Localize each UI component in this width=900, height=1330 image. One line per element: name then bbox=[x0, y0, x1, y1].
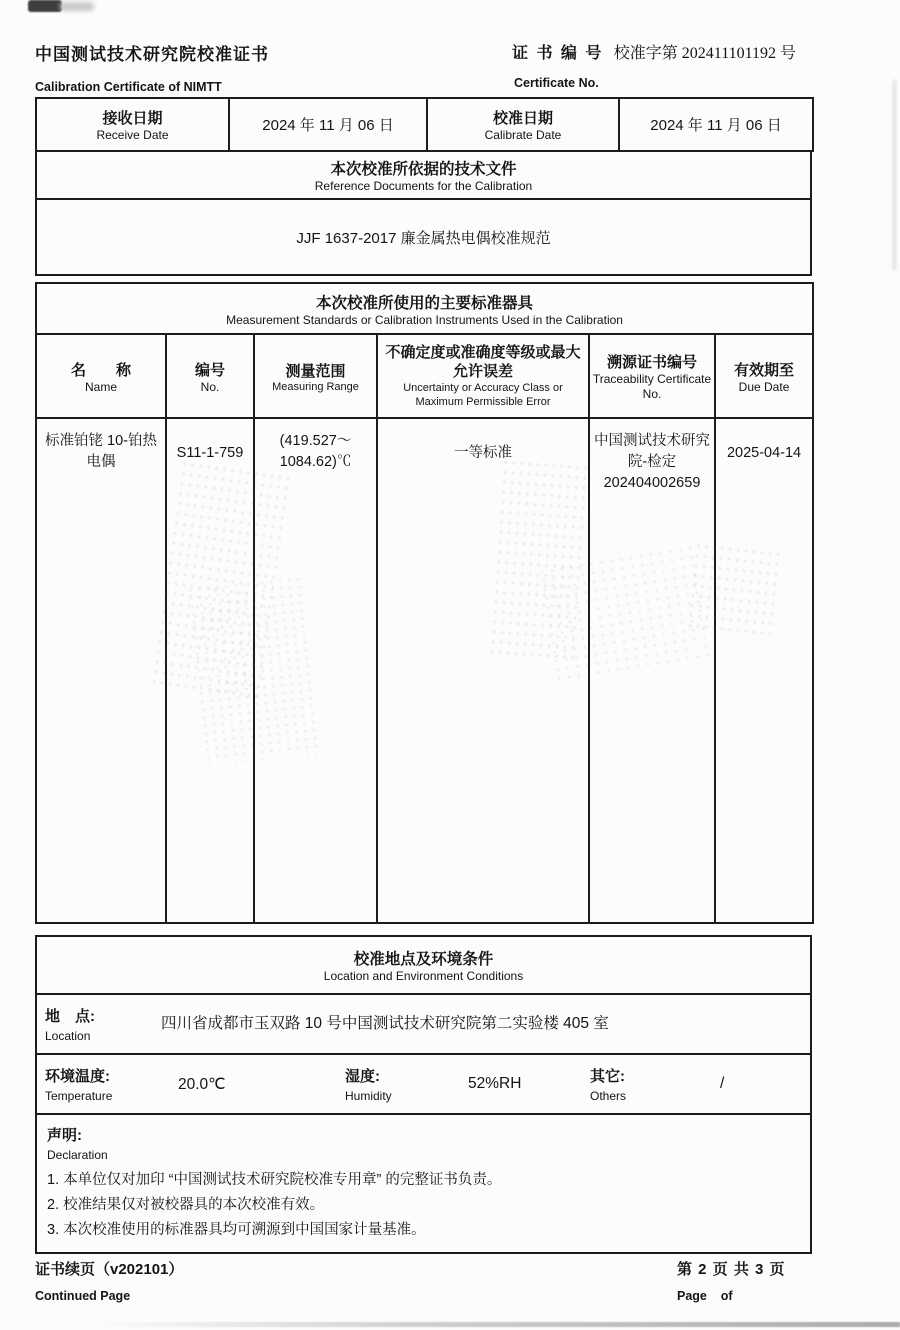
location-value: 四川省成都市玉双路 10 号中国测试技术研究院第二实验楼 405 室 bbox=[161, 1015, 609, 1032]
instrument-name-cell: 标准铂铑 10-铂热电偶 bbox=[36, 418, 166, 923]
column-header-name-en: Name bbox=[84, 379, 117, 394]
receive-date-label-en: Receive Date bbox=[96, 128, 169, 142]
humidity-label-zh: 湿度: bbox=[345, 1068, 380, 1085]
column-header-uncertainty bbox=[377, 334, 589, 418]
instrument-duedate-cell: 2025-04-14 bbox=[715, 418, 813, 923]
environment-row bbox=[36, 1054, 811, 1114]
others-label-zh: 其它: bbox=[590, 1068, 625, 1085]
column-header-duedate-zh: 有效期至 bbox=[734, 361, 795, 379]
declaration-block bbox=[36, 1114, 811, 1253]
footer-left-block bbox=[35, 1258, 183, 1303]
declaration-title-zh: 声明: bbox=[47, 1127, 82, 1144]
location-label-en: Location bbox=[45, 1029, 91, 1043]
certificate-number-value: 校准字第 202411101192 号 bbox=[613, 45, 797, 62]
receive-date-value: 2024 年 11 月 06 日 bbox=[229, 98, 427, 151]
calibrate-date-label-cell bbox=[427, 98, 619, 151]
location-environment-section bbox=[35, 935, 812, 1254]
certificate-number-block bbox=[512, 40, 812, 94]
reference-title-zh: 本次校准所依据的技术文件 bbox=[330, 161, 517, 178]
instrument-range-cell: (419.527～1084.62)℃ bbox=[254, 418, 377, 923]
dates-table bbox=[35, 97, 814, 152]
reference-document-text: JJF 1637-2017 廉金属热电偶校准规范 bbox=[36, 199, 811, 275]
column-header-traceability bbox=[589, 334, 715, 418]
others-label bbox=[590, 1065, 682, 1103]
instrument-row bbox=[36, 418, 813, 923]
instruments-section bbox=[35, 282, 814, 924]
instruments-title-cell bbox=[36, 283, 813, 334]
certificate-number-line bbox=[512, 40, 812, 63]
declaration-item-1: 1. 本单位仅对加印 “中国测试技术研究院校准专用章” 的完整证书负责。 bbox=[47, 1172, 502, 1188]
column-header-duedate-en: Due Date bbox=[738, 379, 790, 394]
column-header-traceability-en: Traceability Certificate No. bbox=[592, 371, 712, 401]
temperature-value: 20.0℃ bbox=[178, 1075, 226, 1093]
institute-title-zh: 中国测试技术研究院校准证书 bbox=[35, 45, 269, 64]
column-header-name bbox=[36, 334, 166, 418]
location-label bbox=[45, 1005, 153, 1043]
location-title-cell bbox=[36, 936, 811, 994]
column-header-range-zh: 测量范围 bbox=[285, 362, 346, 380]
column-header-no bbox=[166, 334, 254, 418]
column-header-traceability-zh: 溯源证书编号 bbox=[606, 353, 697, 371]
column-header-range-en: Measuring Range bbox=[272, 380, 359, 393]
column-header-uncertainty-zh: 不确定度或准确度等级或最大允许误差 bbox=[385, 344, 581, 380]
location-label-zh: 地 点: bbox=[45, 1008, 95, 1025]
others-value: / bbox=[720, 1075, 725, 1092]
column-header-uncertainty-en: Uncertainty or Accuracy Class or Maximum Permissible Error bbox=[403, 382, 563, 408]
declaration-title-en: Declaration bbox=[47, 1148, 108, 1162]
temperature-label-zh: 环境温度: bbox=[45, 1068, 110, 1085]
institute-title-block bbox=[35, 40, 269, 94]
location-title-zh: 校准地点及环境条件 bbox=[353, 951, 494, 968]
reference-title-cell bbox=[36, 151, 811, 199]
instruments-title-en: Measurement Standards or Calibration Instruments Used in the Calibration bbox=[226, 312, 623, 327]
scan-corner-smudge bbox=[60, 2, 94, 11]
column-header-name-zh: 名 称 bbox=[70, 361, 131, 379]
page-number-zh: 第 2 页 共 3 页 bbox=[677, 1261, 786, 1278]
humidity-label bbox=[345, 1065, 430, 1103]
receive-date-label-zh: 接收日期 bbox=[102, 110, 163, 127]
scan-edge-streak bbox=[893, 80, 896, 270]
reference-documents-section bbox=[35, 150, 812, 276]
declaration-item-3: 3. 本次校准使用的标准器具均可溯源到中国国家计量基准。 bbox=[47, 1222, 426, 1238]
column-header-duedate bbox=[715, 334, 813, 418]
instruments-title-zh: 本次校准所使用的主要标准器具 bbox=[316, 294, 534, 312]
temperature-label bbox=[45, 1065, 150, 1103]
instrument-no-cell: S11-1-759 bbox=[166, 418, 254, 923]
institute-title-en: Calibration Certificate of NIMTT bbox=[35, 80, 222, 94]
document-footer bbox=[35, 1258, 812, 1303]
continued-page-en: Continued Page bbox=[35, 1289, 131, 1303]
instruments-header-row bbox=[36, 334, 813, 418]
location-row bbox=[36, 994, 811, 1054]
page-number-en: Page of bbox=[677, 1289, 733, 1303]
others-label-en: Others bbox=[590, 1089, 627, 1103]
receive-date-label-cell bbox=[36, 98, 229, 151]
certificate-number-label-zh: 证 书 编 号 bbox=[512, 45, 604, 62]
reference-title-en: Reference Documents for the Calibration bbox=[314, 179, 533, 193]
continued-page-zh: 证书续页（v202101） bbox=[35, 1261, 184, 1278]
instrument-uncertainty-cell: 一等标准 bbox=[377, 418, 589, 923]
calibrate-date-value: 2024 年 11 月 06 日 bbox=[619, 98, 813, 151]
temperature-label-en: Temperature bbox=[45, 1089, 113, 1103]
scan-bottom-streak bbox=[95, 1322, 900, 1327]
scan-corner-mark bbox=[28, 0, 62, 12]
footer-page-block bbox=[677, 1258, 812, 1303]
declaration-item-2: 2. 校准结果仅对被校器具的本次校准有效。 bbox=[47, 1197, 325, 1213]
humidity-value: 52%RH bbox=[468, 1075, 522, 1092]
column-header-no-en: No. bbox=[200, 379, 220, 394]
column-header-no-zh: 编号 bbox=[194, 361, 225, 379]
document-header bbox=[35, 40, 812, 94]
calibrate-date-label-zh: 校准日期 bbox=[492, 110, 553, 127]
humidity-label-en: Humidity bbox=[345, 1089, 392, 1103]
instrument-traceability-cell: 中国测试技术研究院-检定 202404002659 bbox=[589, 418, 715, 923]
calibrate-date-label-en: Calibrate Date bbox=[484, 128, 562, 142]
location-title-en: Location and Environment Conditions bbox=[323, 969, 524, 983]
column-header-range bbox=[254, 334, 377, 418]
certificate-number-label-en: Certificate No. bbox=[514, 76, 599, 90]
